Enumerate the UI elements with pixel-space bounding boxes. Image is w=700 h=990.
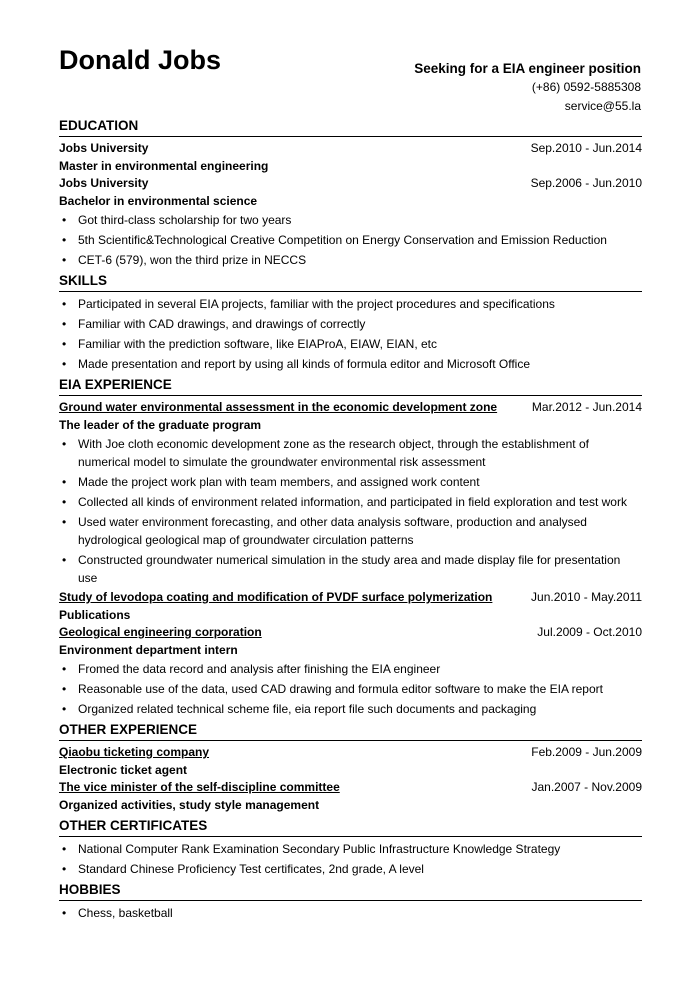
project-name: Geological engineering corporation	[59, 625, 262, 639]
project-entry	[59, 589, 642, 607]
section-hobbies	[59, 881, 642, 922]
date-range: Sep.2006 - Jun.2010	[530, 176, 642, 190]
section-title-education: EDUCATION	[59, 117, 642, 137]
experience-name: Qiaobu ticketing company	[59, 745, 210, 759]
skills-bullets	[59, 295, 642, 373]
date-range: Jul.2009 - Oct.2010	[537, 625, 642, 639]
list-item: • National Computer Rank Examination Secondary Public Infrastructure Knowledge Strategy	[59, 840, 642, 858]
list-item: • Used water environment forecasting, and other data analysis software, production and analysed hydrological geological map of groundwater circulation patterns	[59, 513, 642, 549]
section-education	[59, 117, 642, 269]
date-range: Jan.2007 - Nov.2009	[531, 780, 642, 794]
list-item: • Standard Chinese Proficiency Test certificates, 2nd grade, A level	[59, 860, 642, 878]
section-title-hobbies: HOBBIES	[59, 881, 642, 901]
list-item: • Made the project work plan with team members, and assigned work content	[59, 473, 642, 491]
list-item: • With Joe cloth economic development zone as the research object, through the establishment of numerical model to simulate the groundwater environmental risk assessment	[59, 435, 642, 471]
list-item: • Got third-class scholarship for two years	[59, 211, 642, 229]
project-name: Ground water environmental assessment in the economic development zone	[59, 400, 498, 414]
project-bullets	[59, 660, 642, 718]
section-skills	[59, 272, 642, 373]
list-item: • Fromed the data record and analysis after finishing the EIA engineer	[59, 660, 642, 678]
section-certificates	[59, 817, 642, 878]
experience-entry	[59, 744, 642, 762]
list-item: • Familiar with the prediction software, like EIAProA, EIAW, EIAN, etc	[59, 335, 642, 353]
experience-role: Organized activities, study style management	[59, 797, 320, 812]
resume-content	[59, 117, 642, 925]
experience-entry	[59, 779, 642, 797]
contact-block	[414, 59, 641, 116]
school-name: Jobs University	[59, 176, 149, 190]
project-name: Study of levodopa coating and modification of PVDF surface polymerization	[59, 590, 493, 604]
list-item: • Familiar with CAD drawings, and drawings of correctly	[59, 315, 642, 333]
experience-name: The vice minister of the self-discipline committee	[59, 780, 340, 794]
section-other-experience	[59, 721, 642, 814]
list-item: • Organized related technical scheme file, eia report file such documents and packaging	[59, 700, 642, 718]
list-item: • Constructed groundwater numerical simulation in the study area and made display file for presentation use	[59, 551, 642, 587]
project-bullets	[59, 435, 642, 587]
list-item: • Chess, basketball	[59, 904, 642, 922]
education-entry	[59, 175, 642, 193]
list-item: • 5th Scientific&Technological Creative Competition on Energy Conservation and Emission Reduction	[59, 231, 642, 249]
section-title-certificates: OTHER CERTIFICATES	[59, 817, 642, 837]
date-range: Mar.2012 - Jun.2014	[531, 400, 642, 414]
section-title-skills: SKILLS	[59, 272, 642, 292]
list-item: • Reasonable use of the data, used CAD drawing and formula editor software to make the EIA report	[59, 680, 642, 698]
list-item: • Participated in several EIA projects, familiar with the project procedures and specifications	[59, 295, 642, 313]
section-title-eia: EIA EXPERIENCE	[59, 376, 642, 396]
list-item: • Collected all kinds of environment related information, and participated in field exploration and test work	[59, 493, 642, 511]
education-entry	[59, 140, 642, 158]
hobby-bullets	[59, 904, 642, 922]
list-item: • Made presentation and report by using all kinds of formula editor and Microsoft Office	[59, 355, 642, 373]
certificate-bullets	[59, 840, 642, 878]
candidate-name: Donald Jobs	[59, 45, 222, 75]
date-range: Sep.2010 - Jun.2014	[530, 141, 642, 155]
email-address: service@55.la	[564, 99, 641, 113]
degree: Bachelor in environmental science	[59, 193, 258, 208]
school-name: Jobs University	[59, 141, 149, 155]
project-role: Publications	[59, 607, 131, 622]
section-title-other-experience: OTHER EXPERIENCE	[59, 721, 642, 741]
project-entry	[59, 624, 642, 642]
date-range: Feb.2009 - Jun.2009	[531, 745, 642, 759]
degree: Master in environmental engineering	[59, 158, 269, 173]
education-bullets	[59, 211, 642, 269]
experience-role: Electronic ticket agent	[59, 762, 188, 777]
date-range: Jun.2010 - May.2011	[531, 590, 642, 604]
project-entry	[59, 399, 642, 417]
list-item: • CET-6 (579), won the third prize in NECCS	[59, 251, 642, 269]
phone-number: (+86) 0592-5885308	[531, 80, 641, 94]
section-eia-experience	[59, 376, 642, 718]
project-role: Environment department intern	[59, 642, 238, 657]
project-role: The leader of the graduate program	[59, 417, 262, 432]
objective: Seeking for a EIA engineer position	[414, 61, 641, 76]
